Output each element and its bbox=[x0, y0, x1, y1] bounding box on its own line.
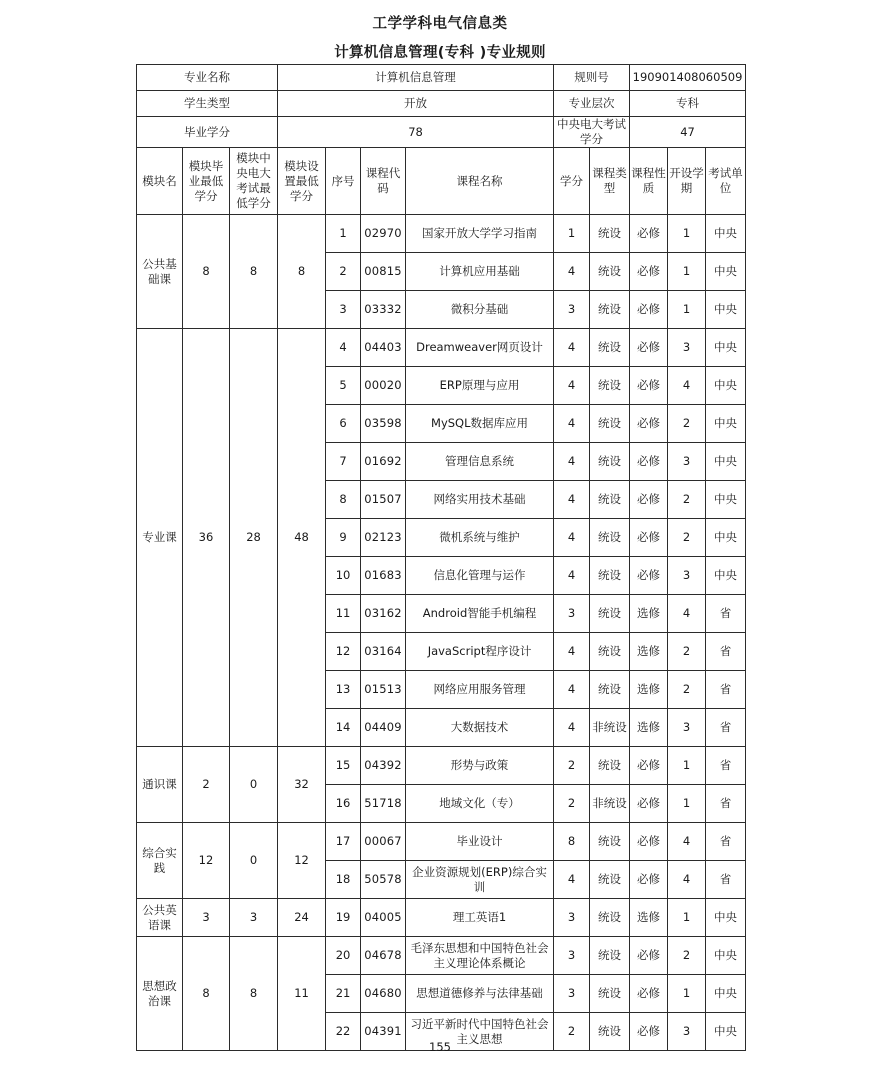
course-code: 00815 bbox=[361, 253, 406, 291]
course-nature: 必修 bbox=[630, 329, 668, 367]
course-index: 18 bbox=[326, 861, 361, 899]
course-semester: 2 bbox=[668, 519, 706, 557]
course-row bbox=[137, 329, 746, 367]
module-min-central-exam-credits: 8 bbox=[230, 937, 278, 1051]
course-code: 02970 bbox=[361, 215, 406, 253]
course-name: 微机系统与维护 bbox=[406, 519, 554, 557]
course-credits: 4 bbox=[554, 709, 590, 747]
course-semester: 2 bbox=[668, 633, 706, 671]
course-semester: 1 bbox=[668, 291, 706, 329]
course-index: 12 bbox=[326, 633, 361, 671]
course-semester: 4 bbox=[668, 595, 706, 633]
module-min-graduation-credits: 12 bbox=[183, 823, 230, 899]
column-header: 开设学期 bbox=[668, 148, 706, 215]
course-code: 50578 bbox=[361, 861, 406, 899]
course-row bbox=[137, 899, 746, 937]
course-code: 01692 bbox=[361, 443, 406, 481]
course-exam-unit: 中央 bbox=[706, 443, 746, 481]
course-type: 统设 bbox=[590, 329, 630, 367]
course-name: 国家开放大学学习指南 bbox=[406, 215, 554, 253]
info-label: 学生类型 bbox=[137, 91, 278, 117]
course-type: 统设 bbox=[590, 291, 630, 329]
course-credits: 3 bbox=[554, 291, 590, 329]
course-name: MySQL数据库应用 bbox=[406, 405, 554, 443]
info-label: 专业层次 bbox=[554, 91, 630, 117]
column-header: 序号 bbox=[326, 148, 361, 215]
course-type: 统设 bbox=[590, 899, 630, 937]
course-code: 04392 bbox=[361, 747, 406, 785]
page-title: 工学学科电气信息类 bbox=[372, 16, 508, 32]
info-value: 开放 bbox=[278, 91, 554, 117]
course-credits: 2 bbox=[554, 785, 590, 823]
course-semester: 1 bbox=[668, 215, 706, 253]
module-name: 公共基础课 bbox=[137, 215, 183, 329]
module-min-central-exam-credits: 0 bbox=[230, 747, 278, 823]
course-exam-unit: 中央 bbox=[706, 253, 746, 291]
course-nature: 选修 bbox=[630, 633, 668, 671]
course-type: 统设 bbox=[590, 975, 630, 1013]
info-row bbox=[137, 65, 746, 91]
course-nature: 选修 bbox=[630, 671, 668, 709]
course-code: 04409 bbox=[361, 709, 406, 747]
module-min-setup-credits: 8 bbox=[278, 215, 326, 329]
module-min-setup-credits: 12 bbox=[278, 823, 326, 899]
course-type: 非统设 bbox=[590, 709, 630, 747]
course-name: 信息化管理与运作 bbox=[406, 557, 554, 595]
course-type: 统设 bbox=[590, 633, 630, 671]
course-name: Android智能手机编程 bbox=[406, 595, 554, 633]
course-exam-unit: 中央 bbox=[706, 367, 746, 405]
course-code: 51718 bbox=[361, 785, 406, 823]
course-type: 非统设 bbox=[590, 785, 630, 823]
course-nature: 必修 bbox=[630, 405, 668, 443]
course-exam-unit: 中央 bbox=[706, 1013, 746, 1051]
info-value: 78 bbox=[278, 117, 554, 148]
course-code: 04678 bbox=[361, 937, 406, 975]
course-name: 毛泽东思想和中国特色社会主义理论体系概论 bbox=[406, 937, 554, 975]
course-exam-unit: 省 bbox=[706, 595, 746, 633]
course-index: 15 bbox=[326, 747, 361, 785]
column-header: 课程名称 bbox=[406, 148, 554, 215]
course-exam-unit: 中央 bbox=[706, 291, 746, 329]
course-index: 8 bbox=[326, 481, 361, 519]
course-credits: 4 bbox=[554, 443, 590, 481]
course-name: 管理信息系统 bbox=[406, 443, 554, 481]
course-nature: 必修 bbox=[630, 823, 668, 861]
module-name: 通识课 bbox=[137, 747, 183, 823]
module-min-graduation-credits: 2 bbox=[183, 747, 230, 823]
course-credits: 8 bbox=[554, 823, 590, 861]
course-row bbox=[137, 823, 746, 861]
course-row bbox=[137, 747, 746, 785]
course-exam-unit: 省 bbox=[706, 671, 746, 709]
course-type: 统设 bbox=[590, 557, 630, 595]
column-header: 课程性质 bbox=[630, 148, 668, 215]
module-min-setup-credits: 48 bbox=[278, 329, 326, 747]
course-nature: 必修 bbox=[630, 937, 668, 975]
info-label: 中央电大考试学分 bbox=[554, 117, 630, 148]
column-header-row bbox=[137, 148, 746, 215]
course-name: 地域文化（专） bbox=[406, 785, 554, 823]
course-code: 01683 bbox=[361, 557, 406, 595]
course-semester: 4 bbox=[668, 861, 706, 899]
course-credits: 4 bbox=[554, 253, 590, 291]
course-type: 统设 bbox=[590, 481, 630, 519]
course-exam-unit: 中央 bbox=[706, 937, 746, 975]
course-semester: 3 bbox=[668, 1013, 706, 1051]
column-header: 学分 bbox=[554, 148, 590, 215]
course-code: 04391 bbox=[361, 1013, 406, 1051]
column-header: 考试单位 bbox=[706, 148, 746, 215]
course-credits: 4 bbox=[554, 405, 590, 443]
course-row bbox=[137, 937, 746, 975]
module-min-graduation-credits: 8 bbox=[183, 215, 230, 329]
course-nature: 必修 bbox=[630, 861, 668, 899]
course-credits: 3 bbox=[554, 899, 590, 937]
course-index: 21 bbox=[326, 975, 361, 1013]
course-nature: 选修 bbox=[630, 899, 668, 937]
course-nature: 必修 bbox=[630, 557, 668, 595]
course-type: 统设 bbox=[590, 823, 630, 861]
course-index: 13 bbox=[326, 671, 361, 709]
course-semester: 2 bbox=[668, 671, 706, 709]
module-min-central-exam-credits: 3 bbox=[230, 899, 278, 937]
course-index: 16 bbox=[326, 785, 361, 823]
course-credits: 4 bbox=[554, 557, 590, 595]
course-exam-unit: 中央 bbox=[706, 557, 746, 595]
course-code: 00067 bbox=[361, 823, 406, 861]
course-nature: 必修 bbox=[630, 1013, 668, 1051]
program-rules-table bbox=[136, 64, 746, 1051]
course-exam-unit: 中央 bbox=[706, 329, 746, 367]
course-nature: 选修 bbox=[630, 595, 668, 633]
column-header: 课程类型 bbox=[590, 148, 630, 215]
course-nature: 选修 bbox=[630, 709, 668, 747]
course-index: 2 bbox=[326, 253, 361, 291]
course-code: 00020 bbox=[361, 367, 406, 405]
course-credits: 2 bbox=[554, 1013, 590, 1051]
info-label: 规则号 bbox=[554, 65, 630, 91]
module-name: 专业课 bbox=[137, 329, 183, 747]
course-type: 统设 bbox=[590, 405, 630, 443]
info-row bbox=[137, 91, 746, 117]
rules-table-container bbox=[136, 64, 745, 1051]
course-name: 微积分基础 bbox=[406, 291, 554, 329]
course-semester: 3 bbox=[668, 557, 706, 595]
course-type: 统设 bbox=[590, 861, 630, 899]
course-code: 03162 bbox=[361, 595, 406, 633]
course-credits: 4 bbox=[554, 519, 590, 557]
course-exam-unit: 省 bbox=[706, 861, 746, 899]
course-semester: 2 bbox=[668, 405, 706, 443]
course-code: 04005 bbox=[361, 899, 406, 937]
course-name: 毕业设计 bbox=[406, 823, 554, 861]
course-name: 计算机应用基础 bbox=[406, 253, 554, 291]
course-semester: 3 bbox=[668, 709, 706, 747]
course-code: 03332 bbox=[361, 291, 406, 329]
course-credits: 4 bbox=[554, 367, 590, 405]
course-exam-unit: 省 bbox=[706, 747, 746, 785]
info-label: 毕业学分 bbox=[137, 117, 278, 148]
course-name: 网络应用服务管理 bbox=[406, 671, 554, 709]
page-footer bbox=[0, 1040, 880, 1054]
course-nature: 必修 bbox=[630, 481, 668, 519]
course-index: 17 bbox=[326, 823, 361, 861]
course-credits: 3 bbox=[554, 937, 590, 975]
info-value: 47 bbox=[630, 117, 746, 148]
course-semester: 4 bbox=[668, 823, 706, 861]
course-credits: 4 bbox=[554, 481, 590, 519]
course-code: 04403 bbox=[361, 329, 406, 367]
module-name: 综合实践 bbox=[137, 823, 183, 899]
course-nature: 必修 bbox=[630, 975, 668, 1013]
course-type: 统设 bbox=[590, 1013, 630, 1051]
course-name: 企业资源规划(ERP)综合实训 bbox=[406, 861, 554, 899]
course-type: 统设 bbox=[590, 671, 630, 709]
module-name: 思想政治课 bbox=[137, 937, 183, 1051]
course-semester: 1 bbox=[668, 899, 706, 937]
course-exam-unit: 省 bbox=[706, 709, 746, 747]
info-value: 专科 bbox=[630, 91, 746, 117]
course-credits: 2 bbox=[554, 747, 590, 785]
module-min-setup-credits: 11 bbox=[278, 937, 326, 1051]
course-exam-unit: 中央 bbox=[706, 519, 746, 557]
course-semester: 2 bbox=[668, 937, 706, 975]
course-nature: 必修 bbox=[630, 291, 668, 329]
module-min-setup-credits: 32 bbox=[278, 747, 326, 823]
course-type: 统设 bbox=[590, 367, 630, 405]
course-credits: 4 bbox=[554, 329, 590, 367]
info-value: 190901408060509 bbox=[630, 65, 746, 91]
course-nature: 必修 bbox=[630, 443, 668, 481]
course-credits: 4 bbox=[554, 671, 590, 709]
course-code: 04680 bbox=[361, 975, 406, 1013]
course-code: 01507 bbox=[361, 481, 406, 519]
course-index: 19 bbox=[326, 899, 361, 937]
module-min-graduation-credits: 8 bbox=[183, 937, 230, 1051]
course-credits: 4 bbox=[554, 633, 590, 671]
course-code: 02123 bbox=[361, 519, 406, 557]
course-type: 统设 bbox=[590, 253, 630, 291]
column-header: 模块名 bbox=[137, 148, 183, 215]
course-type: 统设 bbox=[590, 747, 630, 785]
page-titles bbox=[0, 0, 880, 63]
course-name: 形势与政策 bbox=[406, 747, 554, 785]
module-name: 公共英语课 bbox=[137, 899, 183, 937]
course-index: 10 bbox=[326, 557, 361, 595]
course-semester: 2 bbox=[668, 481, 706, 519]
course-index: 20 bbox=[326, 937, 361, 975]
course-type: 统设 bbox=[590, 443, 630, 481]
module-min-central-exam-credits: 8 bbox=[230, 215, 278, 329]
course-code: 01513 bbox=[361, 671, 406, 709]
course-name: 习近平新时代中国特色社会主义思想 bbox=[406, 1013, 554, 1051]
course-index: 6 bbox=[326, 405, 361, 443]
course-index: 14 bbox=[326, 709, 361, 747]
info-label: 专业名称 bbox=[137, 65, 278, 91]
course-exam-unit: 省 bbox=[706, 823, 746, 861]
column-header: 模块毕业最低学分 bbox=[183, 148, 230, 215]
course-semester: 1 bbox=[668, 975, 706, 1013]
course-nature: 必修 bbox=[630, 215, 668, 253]
course-index: 3 bbox=[326, 291, 361, 329]
course-nature: 必修 bbox=[630, 785, 668, 823]
course-exam-unit: 中央 bbox=[706, 405, 746, 443]
course-credits: 3 bbox=[554, 595, 590, 633]
course-name: 网络实用技术基础 bbox=[406, 481, 554, 519]
course-code: 03598 bbox=[361, 405, 406, 443]
column-header: 模块设置最低学分 bbox=[278, 148, 326, 215]
module-min-central-exam-credits: 0 bbox=[230, 823, 278, 899]
course-semester: 3 bbox=[668, 443, 706, 481]
module-min-setup-credits: 24 bbox=[278, 899, 326, 937]
course-type: 统设 bbox=[590, 519, 630, 557]
course-exam-unit: 省 bbox=[706, 785, 746, 823]
course-nature: 必修 bbox=[630, 253, 668, 291]
course-semester: 1 bbox=[668, 747, 706, 785]
course-index: 11 bbox=[326, 595, 361, 633]
course-exam-unit: 中央 bbox=[706, 481, 746, 519]
course-exam-unit: 中央 bbox=[706, 899, 746, 937]
course-semester: 3 bbox=[668, 329, 706, 367]
course-row bbox=[137, 215, 746, 253]
course-exam-unit: 中央 bbox=[706, 975, 746, 1013]
module-min-central-exam-credits: 28 bbox=[230, 329, 278, 747]
course-credits: 1 bbox=[554, 215, 590, 253]
course-exam-unit: 中央 bbox=[706, 215, 746, 253]
info-row bbox=[137, 117, 746, 148]
course-name: 大数据技术 bbox=[406, 709, 554, 747]
module-min-graduation-credits: 36 bbox=[183, 329, 230, 747]
course-index: 7 bbox=[326, 443, 361, 481]
course-name: Dreamweaver网页设计 bbox=[406, 329, 554, 367]
course-type: 统设 bbox=[590, 937, 630, 975]
column-header: 课程代码 bbox=[361, 148, 406, 215]
course-nature: 必修 bbox=[630, 367, 668, 405]
course-index: 5 bbox=[326, 367, 361, 405]
course-name: ERP原理与应用 bbox=[406, 367, 554, 405]
course-name: JavaScript程序设计 bbox=[406, 633, 554, 671]
course-index: 4 bbox=[326, 329, 361, 367]
course-index: 1 bbox=[326, 215, 361, 253]
course-semester: 1 bbox=[668, 253, 706, 291]
course-type: 统设 bbox=[590, 215, 630, 253]
course-credits: 4 bbox=[554, 861, 590, 899]
course-semester: 1 bbox=[668, 785, 706, 823]
page-number: 155 bbox=[429, 1040, 451, 1054]
course-code: 03164 bbox=[361, 633, 406, 671]
course-nature: 必修 bbox=[630, 519, 668, 557]
page-subtitle: 计算机信息管理(专科 )专业规则 bbox=[334, 45, 546, 61]
course-credits: 3 bbox=[554, 975, 590, 1013]
course-exam-unit: 省 bbox=[706, 633, 746, 671]
info-value: 计算机信息管理 bbox=[278, 65, 554, 91]
course-nature: 必修 bbox=[630, 747, 668, 785]
course-name: 思想道德修养与法律基础 bbox=[406, 975, 554, 1013]
course-semester: 4 bbox=[668, 367, 706, 405]
course-type: 统设 bbox=[590, 595, 630, 633]
course-index: 22 bbox=[326, 1013, 361, 1051]
module-min-graduation-credits: 3 bbox=[183, 899, 230, 937]
course-name: 理工英语1 bbox=[406, 899, 554, 937]
column-header: 模块中央电大考试最低学分 bbox=[230, 148, 278, 215]
course-index: 9 bbox=[326, 519, 361, 557]
